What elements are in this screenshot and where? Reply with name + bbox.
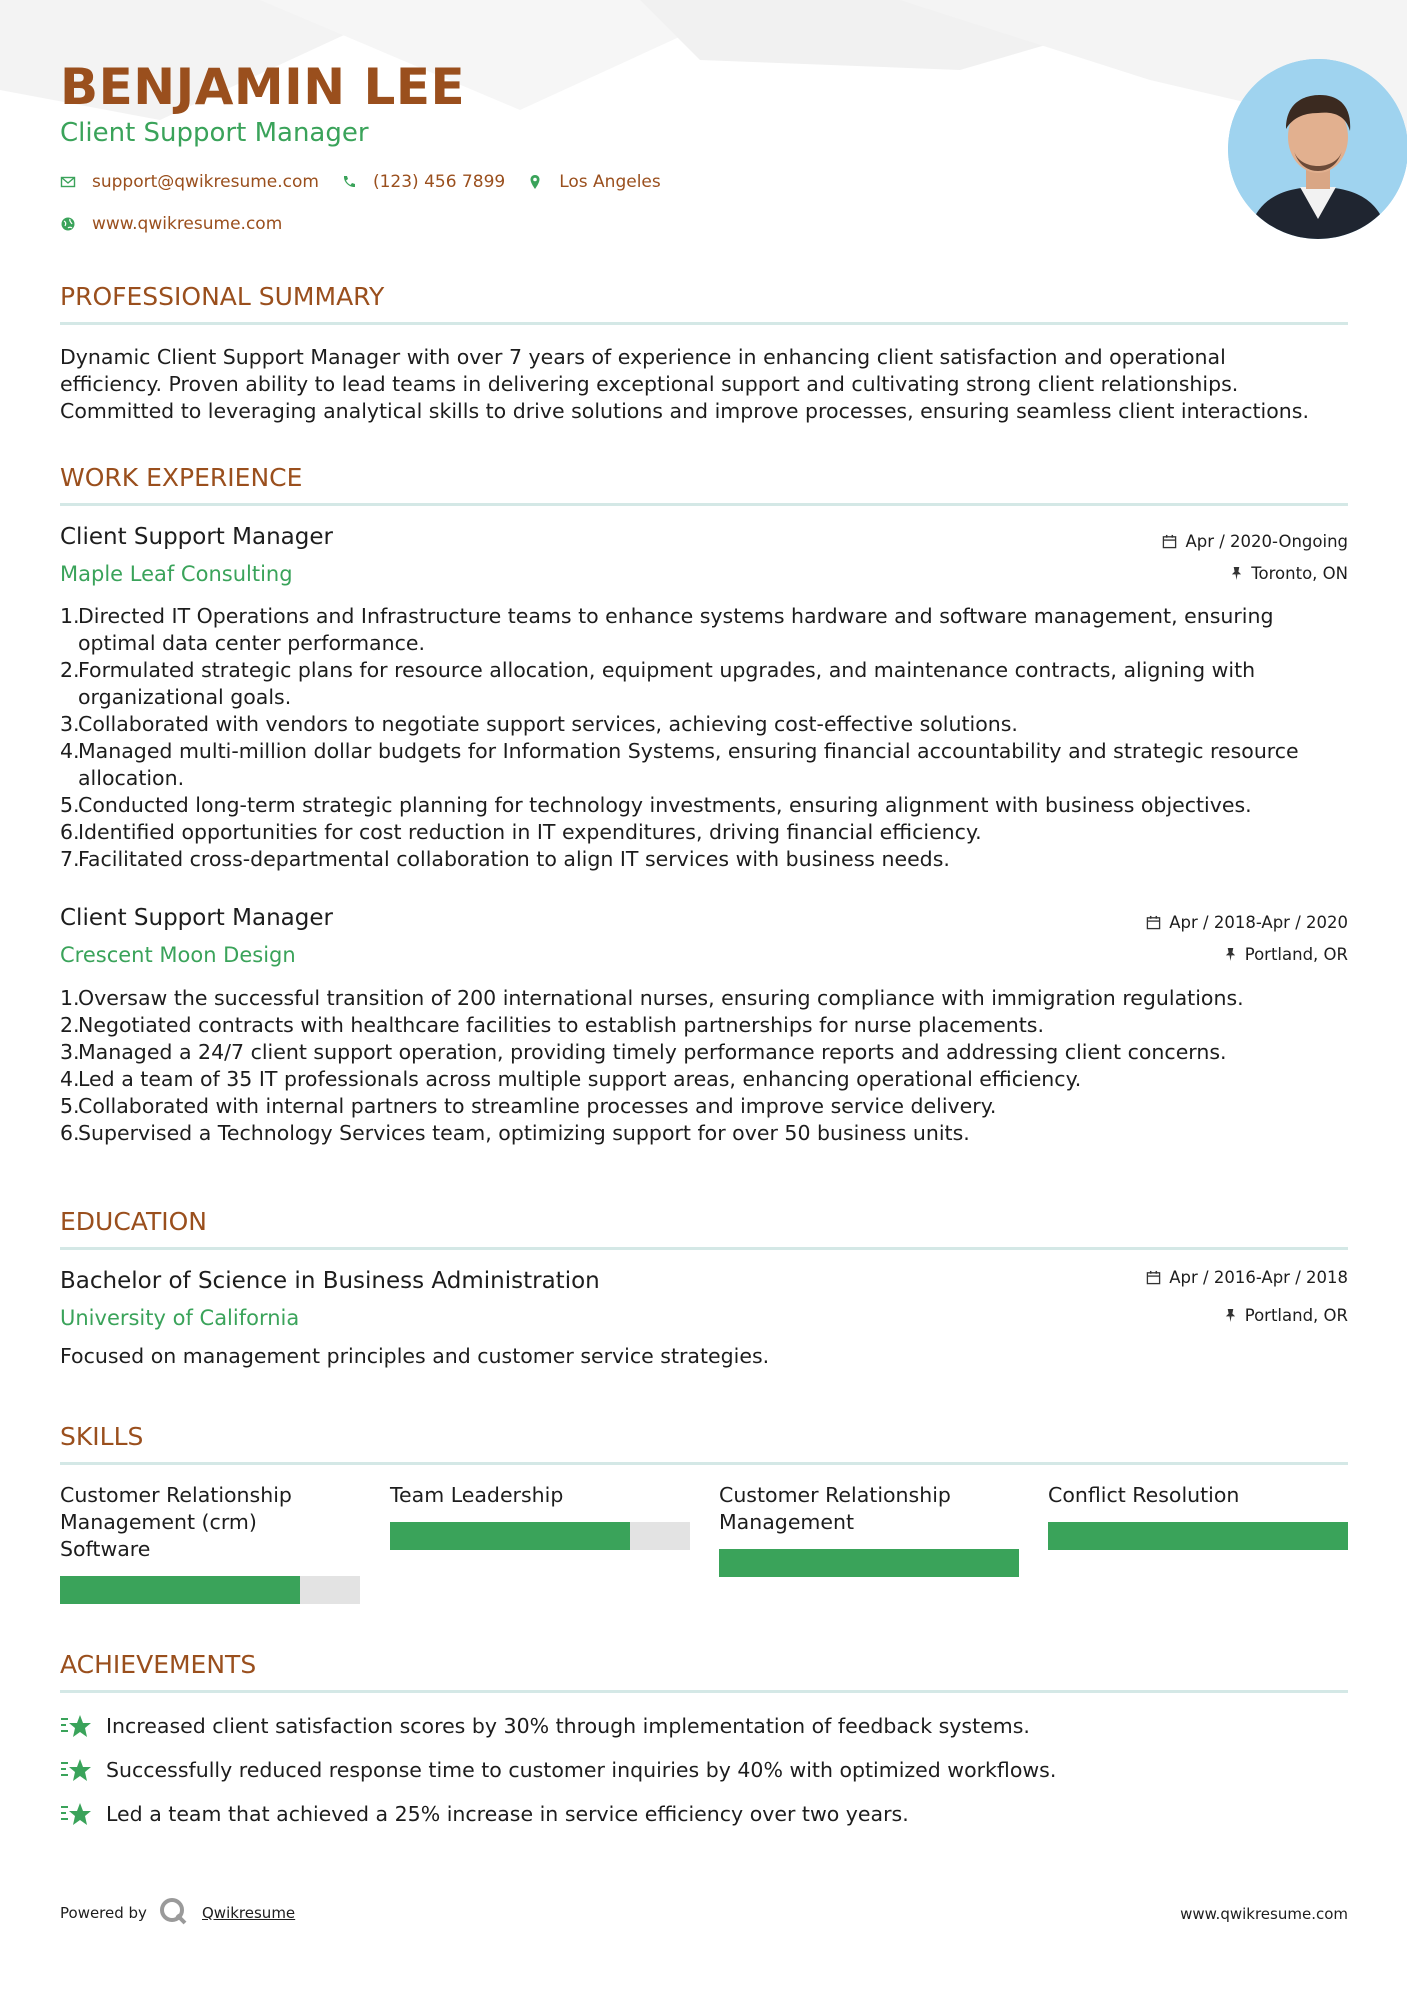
company-name: Maple Leaf Consulting (60, 562, 293, 586)
list-item: 1. Oversaw the successful transition of 200 international nurses, ensuring compliance with immigration regulations. (60, 986, 1244, 1010)
section-divider (60, 1462, 1348, 1465)
skill-label: Conflict Resolution (1048, 1483, 1240, 1507)
job-title: Client Support Manager (60, 905, 333, 931)
list-item: 3. Collaborated with vendors to negotiate support services, achieving cost-effective solutions. (60, 712, 1018, 736)
school-name: University of California (60, 1306, 300, 1330)
skill-label: Team Leadership (390, 1483, 564, 1507)
summary-text (60, 344, 1348, 425)
skill-level-fill (60, 1576, 300, 1604)
education-location-text: Portland, OR (1244, 1306, 1348, 1325)
envelope-icon (60, 174, 76, 190)
job-location (1224, 945, 1348, 964)
list-item: 7. Facilitated cross-departmental collaboration to align IT services with business needs. (60, 847, 950, 871)
education-description: Focused on management principles and customer service strategies. (60, 1344, 770, 1368)
email-text[interactable]: support@qwikresume.com (92, 172, 319, 192)
skill-level-bar (1048, 1522, 1348, 1550)
skill-level-bar (60, 1576, 360, 1604)
job-location (1230, 564, 1348, 583)
section-divider (60, 1690, 1348, 1693)
achievement-item (60, 1713, 1030, 1739)
skill-item (390, 1482, 690, 1509)
star-icon (60, 1713, 92, 1739)
job-location-text: Toronto, ON (1251, 564, 1348, 583)
profile-photo (1228, 59, 1407, 239)
skill-item (60, 1482, 360, 1563)
skills-heading: SKILLS (60, 1422, 144, 1451)
achievement-item (60, 1757, 1056, 1783)
calendar-icon (1162, 534, 1177, 549)
brand-link[interactable]: Qwikresume (202, 1904, 296, 1922)
experience-heading: WORK EXPERIENCE (60, 463, 303, 492)
qwikresume-logo-icon (158, 1896, 188, 1926)
footer-url[interactable]: www.qwikresume.com (1180, 1905, 1348, 1923)
achievement-text: Successfully reduced response time to customer inquiries by 40% with optimized workflows. (106, 1758, 1057, 1782)
list-item: 6. Supervised a Technology Services team, optimizing support for over 50 business units. (60, 1121, 970, 1145)
location-contact (527, 172, 661, 192)
list-item: 4. Led a team of 35 IT professionals across multiple support areas, enhancing operational efficiency. (60, 1067, 1082, 1091)
website-row (60, 214, 304, 234)
skill-level-bar (719, 1549, 1019, 1577)
achievements-heading: ACHIEVEMENTS (60, 1650, 257, 1679)
list-item: 2. Negotiated contracts with healthcare facilities to establish partnerships for nurse placements. (60, 1013, 1044, 1037)
job-date-text: Apr / 2020-Ongoing (1185, 532, 1348, 551)
list-item: 1. Directed IT Operations and Infrastructure teams to enhance systems hardware and software management, ensuring optimal data center performance. (60, 604, 1274, 655)
job-date (1146, 913, 1348, 932)
candidate-name: BENJAMIN LEE (60, 58, 466, 116)
pushpin-icon (1224, 947, 1237, 962)
job-duties-list (60, 603, 1348, 873)
star-icon (60, 1757, 92, 1783)
skill-level-fill (390, 1522, 630, 1550)
pushpin-icon (1224, 1308, 1237, 1323)
job-date (1162, 532, 1348, 551)
skill-item (1048, 1482, 1348, 1509)
degree-title: Bachelor of Science in Business Administration (60, 1268, 600, 1294)
candidate-role: Client Support Manager (60, 118, 369, 148)
section-divider (60, 1247, 1348, 1250)
section-divider (60, 503, 1348, 506)
company-name: Crescent Moon Design (60, 943, 296, 967)
calendar-icon (1146, 1270, 1161, 1285)
summary-line: Committed to leveraging analytical skills to drive solutions and improve processes, ensuring seamless client interactions. (60, 399, 1309, 423)
skill-item (719, 1482, 1019, 1536)
skill-level-fill (719, 1549, 1019, 1577)
contact-row (60, 172, 683, 192)
skill-label: Customer Relationship Management (719, 1483, 951, 1534)
summary-line: Dynamic Client Support Manager with over 7 years of experience in enhancing client satisfaction and operational (60, 345, 1226, 369)
skill-label: Customer Relationship Management (crm) Software (60, 1483, 292, 1561)
avatar (1228, 59, 1407, 239)
globe-icon (60, 216, 76, 232)
website-contact[interactable] (60, 214, 282, 234)
list-item: 5. Conducted long-term strategic planning for technology investments, ensuring alignment with business objectives. (60, 793, 1252, 817)
job-date-text: Apr / 2018-Apr / 2020 (1169, 913, 1348, 932)
powered-by-text: Powered by (60, 1904, 147, 1922)
skill-level-bar (390, 1522, 690, 1550)
education-location (1224, 1306, 1348, 1325)
section-divider (60, 322, 1348, 325)
summary-heading: PROFESSIONAL SUMMARY (60, 282, 385, 311)
email-contact[interactable] (60, 172, 319, 192)
pushpin-icon (1230, 566, 1243, 581)
skill-level-fill (1048, 1522, 1348, 1550)
calendar-icon (1146, 915, 1161, 930)
phone-text[interactable]: (123) 456 7899 (372, 172, 506, 192)
education-date-text: Apr / 2016-Apr / 2018 (1169, 1268, 1348, 1287)
footer (60, 1896, 1348, 1936)
star-icon (60, 1801, 92, 1827)
list-item: 6. Identified opportunities for cost reduction in IT expenditures, driving financial efficiency. (60, 820, 982, 844)
education-heading: EDUCATION (60, 1207, 207, 1236)
map-pin-icon (527, 174, 543, 190)
location-text: Los Angeles (559, 172, 661, 192)
phone-icon (341, 174, 357, 190)
list-item: 2. Formulated strategic plans for resource allocation, equipment upgrades, and maintenance contracts, aligning with organizational goals. (60, 658, 1256, 709)
achievement-text: Led a team that achieved a 25% increase in service efficiency over two years. (106, 1802, 909, 1826)
list-item: 5. Collaborated with internal partners to streamline processes and improve service delivery. (60, 1094, 997, 1118)
summary-line: efficiency. Proven ability to lead teams in delivering exceptional support and cultivating strong client relationships. (60, 372, 1239, 396)
education-date (1146, 1268, 1348, 1287)
achievement-item (60, 1801, 909, 1827)
job-duties-list (60, 985, 1348, 1147)
list-item: 4. Managed multi-million dollar budgets for Information Systems, ensuring financial accountability and strategic resource allocation. (60, 739, 1299, 790)
achievement-text: Increased client satisfaction scores by 30% through implementation of feedback systems. (106, 1714, 1030, 1738)
job-title: Client Support Manager (60, 524, 333, 550)
phone-contact[interactable] (341, 172, 505, 192)
job-location-text: Portland, OR (1244, 945, 1348, 964)
website-text[interactable]: www.qwikresume.com (92, 214, 283, 234)
list-item: 3. Managed a 24/7 client support operation, providing timely performance reports and addressing client concerns. (60, 1040, 1227, 1064)
